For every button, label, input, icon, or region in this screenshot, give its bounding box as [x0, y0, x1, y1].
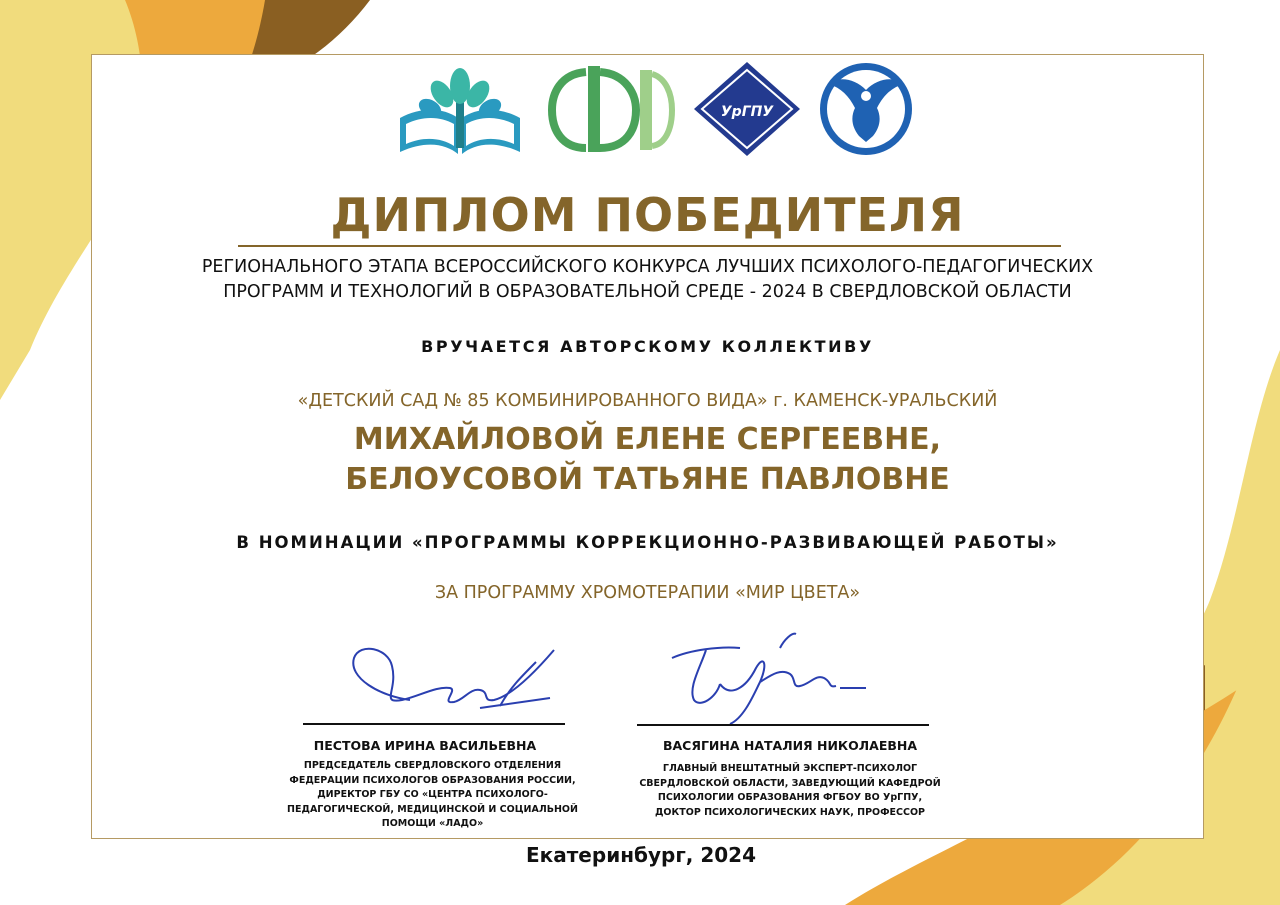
signer-2-role-line: ГЛАВНЫЙ ВНЕШТАТНЫЙ ЭКСПЕРТ-ПСИХОЛОГ [662, 763, 918, 774]
bird-emblem-logo-icon [815, 60, 917, 158]
subtitle-line-2: ПРОГРАММ И ТЕХНОЛОГИЙ В ОБРАЗОВАТЕЛЬНОЙ СРЕДЕ - 2024 В СВЕРДЛОВСКОЙ ОБЛАСТИ [223, 282, 1072, 302]
signature-1-line [303, 723, 565, 725]
signer-2-name: ВАСЯГИНА НАТАЛИЯ НИКОЛАЕВНА [662, 738, 918, 753]
signer-1-role-line: ФЕДЕРАЦИИ ПСИХОЛОГОВ ОБРАЗОВАНИЯ РОССИИ, [289, 774, 576, 786]
signer-2-role [600, 762, 980, 820]
book-tree-logo-icon [396, 60, 524, 158]
diploma-title: ДИПЛОМ ПОБЕДИТЕЛЯ [330, 188, 965, 242]
signer-1-role-line: ДИРЕКТОР ГБУ СО «ЦЕНТРА ПСИХОЛОГО- [317, 789, 548, 800]
competition-description [100, 255, 1195, 305]
title-underline [238, 245, 1061, 247]
urgpu-logo-text: УрГПУ [720, 104, 774, 120]
signature-2-icon [660, 628, 880, 728]
nomination-text: В НОМИНАЦИИ «ПРОГРАММЫ КОРРЕКЦИОННО-РАЗВИВАЮЩЕЙ РАБОТЫ» [236, 533, 1059, 552]
signer-1-role-line: ПЕДАГОГИЧЕСКОЙ, МЕДИЦИНСКОЙ И СОЦИАЛЬНОЙ [287, 803, 578, 815]
awarded-to-label: ВРУЧАЕТСЯ АВТОРСКОМУ КОЛЛЕКТИВУ [421, 337, 874, 356]
signer-1-role-line: ПРЕДСЕДАТЕЛЬ СВЕРДЛОВСКОГО ОТДЕЛЕНИЯ [303, 760, 562, 771]
organization-name: «ДЕТСКИЙ САД № 85 КОМБИНИРОВАННОГО ВИДА» г. КАМЕНСК-УРАЛЬСКИЙ [297, 391, 998, 411]
phi-letters-logo-icon [548, 60, 676, 158]
recipient-names [0, 420, 1280, 500]
urgpu-logo-icon [692, 60, 802, 158]
place-and-date: Екатеринбург, 2024 [525, 843, 757, 867]
subtitle-line-1: РЕГИОНАЛЬНОГО ЭТАПА ВСЕРОССИЙСКОГО КОНКУРСА ЛУЧШИХ ПСИХОЛОГО-ПЕДАГОГИЧЕСКИХ [201, 257, 1094, 277]
signature-2-line [637, 724, 929, 726]
signer-2-role-line: ПСИХОЛОГИИ ОБРАЗОВАНИЯ ФГБОУ ВО УрГПУ, [657, 792, 923, 803]
signature-1-icon [340, 638, 570, 728]
signer-2-role-line: СВЕРДЛОВСКОЙ ОБЛАСТИ, ЗАВЕДУЮЩИЙ КАФЕДРОЙ [639, 777, 941, 789]
signer-1-role-line: ПОМОЩИ «ЛАДО» [381, 818, 484, 829]
signer-1-role [255, 759, 610, 832]
logo-row [0, 60, 1280, 160]
program-title: ЗА ПРОГРАММУ ХРОМОТЕРАПИИ «МИР ЦВЕТА» [434, 583, 861, 603]
recipient-line-2: БЕЛОУСОВОЙ ТАТЬЯНЕ ПАВЛОВНЕ [345, 462, 950, 497]
signer-1-name: ПЕСТОВА ИРИНА ВАСИЛЬЕВНА [313, 738, 537, 753]
signer-2-role-line: ДОКТОР ПСИХОЛОГИЧЕСКИХ НАУК, ПРОФЕССОР [654, 806, 926, 818]
recipient-line-1: МИХАЙЛОВОЙ ЕЛЕНЕ СЕРГЕЕВНЕ, [353, 422, 942, 457]
